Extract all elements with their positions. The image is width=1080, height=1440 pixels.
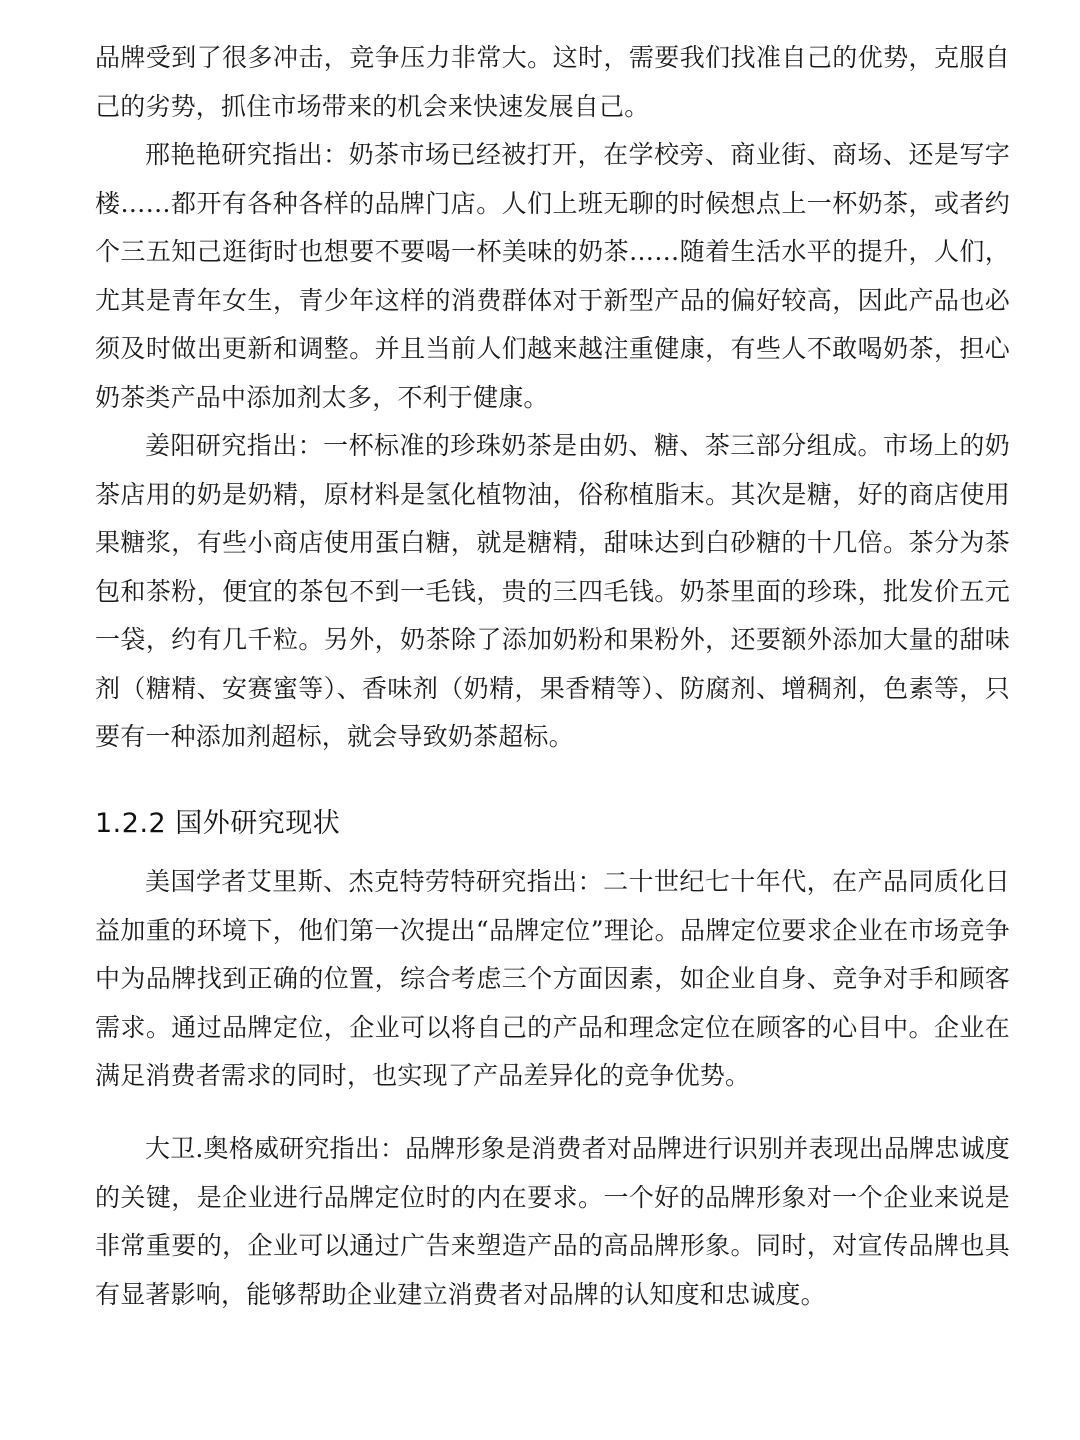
- paragraph-xing-yanyan: 邢艳艳研究指出：奶茶市场已经被打开，在学校旁、商业街、商场、还是写字楼……都开有各种各样的品牌门店。人们上班无聊的时候想点上一杯奶茶，或者约个三五知己逛街时也想要不要喝一杯美味的奶茶……随着生活水平的提升，人们，尤其是青年女生，青少年这样的消费群体对于新型产品的偏好较高，因此产品也必须及时做出更新和调整。并且当前人们越来越注重健康，有些人不敢喝奶茶，担心奶茶类产品中添加剂太多，不利于健康。: [95, 140, 1010, 412]
- paragraph-continuation: 品牌受到了很多冲击，竞争压力非常大。这时，需要我们找准自己的优势，克服自己的劣势，抓住市场带来的机会来快速发展自己。: [95, 43, 1010, 121]
- paragraph-ogilvy: 大卫.奥格威研究指出：品牌形象是消费者对品牌进行识别并表现出品牌忠诚度的关键，是企业进行品牌定位时的内在要求。一个好的品牌形象对一个企业来说是非常重要的，企业可以通过广告来塑造产品的高品牌形象。同时，对宣传品牌也具有显著影响，能够帮助企业建立消费者对品牌的认知度和忠诚度。: [95, 1134, 1010, 1309]
- paragraph-jiang-yang: 姜阳研究指出：一杯标准的珍珠奶茶是由奶、糖、茶三部分组成。市场上的奶茶店用的奶是奶精，原材料是氢化植物油，俗称植脂末。其次是糖，好的商店使用果糖浆，有些小商店使用蛋白糖，就是糖精，甜味达到白砂糖的十几倍。茶分为茶包和茶粉，便宜的茶包不到一毛钱，贵的三四毛钱。奶茶里面的珍珠，批发价五元一袋，约有几千粒。另外，奶茶除了添加奶粉和果粉外，还要额外添加大量的甜味剂（糖精、安赛蜜等）、香味剂（奶精，果香精等）、防腐剂、增稠剂，色素等，只要有一种添加剂超标，就会导致奶茶超标。: [95, 431, 1010, 751]
- section-heading: 1.2.2 国外研究现状: [95, 808, 341, 839]
- paragraph-ries-trout: 美国学者艾里斯、杰克特劳特研究指出：二十世纪七十年代，在产品同质化日益加重的环境下，他们第一次提出“品牌定位”理论。品牌定位要求企业在市场竞争中为品牌找到正确的位置，综合考虑三个方面因素，如企业自身、竞争对手和顾客需求。通过品牌定位，企业可以将自己的产品和理念定位在顾客的心目中。企业在满足消费者需求的同时，也实现了产品差异化的竞争优势。: [95, 867, 1010, 1090]
